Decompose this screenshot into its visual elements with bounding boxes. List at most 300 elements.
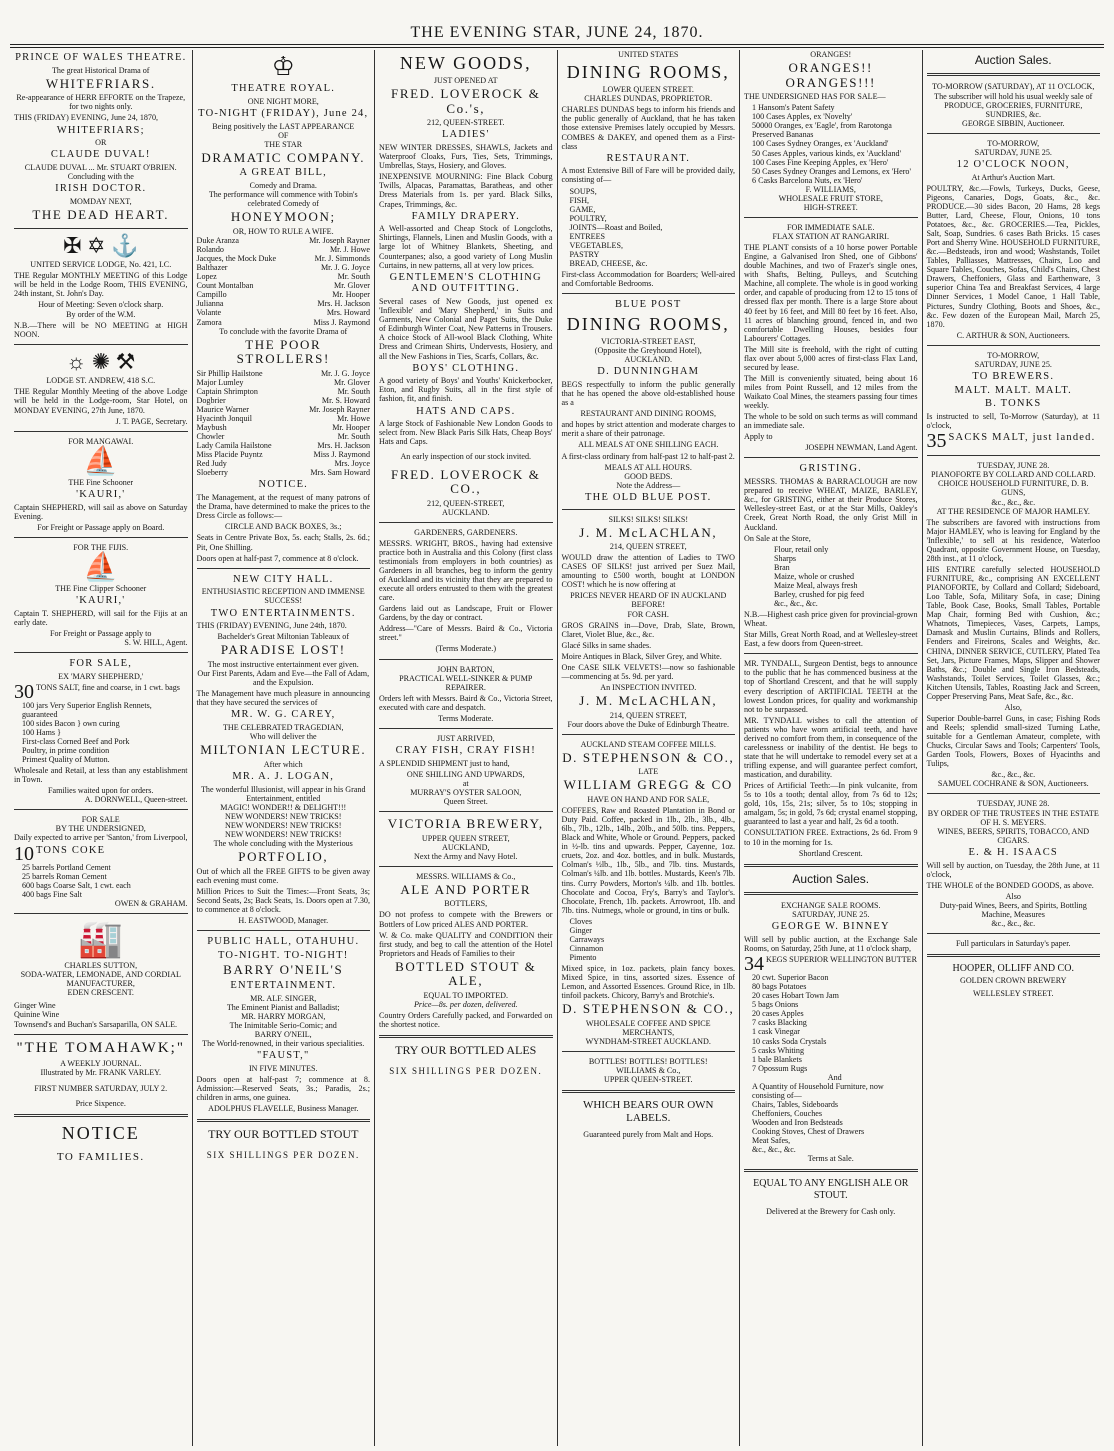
list-item: PASTRY	[569, 249, 600, 259]
ad-text: FOR CASH.	[627, 609, 669, 619]
ad-heading: BOYS' CLOTHING.	[412, 362, 520, 374]
ad-text: BARRY O'NEIL,	[254, 1029, 312, 1039]
ad-text: After which	[263, 759, 303, 769]
cast-role: Duke Aranza	[196, 235, 239, 245]
ad-heading: ALE AND PORTER	[400, 881, 532, 897]
cast-row	[197, 459, 371, 468]
ad-heading: MR. A. J. LOGAN,	[232, 770, 335, 782]
drop-number: 30	[14, 680, 34, 703]
divider	[744, 892, 918, 895]
cast-row	[197, 396, 371, 405]
cast-row	[197, 245, 371, 254]
list-item: Cooking Stoves, Chest of Drawers	[752, 1127, 865, 1137]
list-item: Cheffoniers, Couches	[752, 1109, 822, 1119]
ad-text: Queen Street.	[443, 796, 488, 806]
ad-heading: LADIES'	[441, 129, 490, 141]
list-item: 5 bags Onions	[752, 1000, 799, 1010]
list-item: Ginger Wine	[14, 1001, 56, 1011]
ad-text: FIRST NUMBER SATURDAY, JULY 2.	[34, 1083, 168, 1093]
list-item: And	[827, 1072, 842, 1082]
column-2	[193, 50, 376, 1446]
cast-actor: Mr. Joseph Rayner	[309, 404, 370, 414]
ad-text: EX 'MARY SHEPHERD,'	[58, 671, 144, 681]
masthead-rule	[10, 44, 1104, 45]
list-item: 7 casks Blacking	[752, 1018, 807, 1028]
ad-text: OR	[95, 138, 107, 148]
ad-text: ONE NIGHT MORE,	[247, 96, 319, 106]
newspaper-title: THE EVENING STAR, JUNE 24, 1870.	[410, 24, 704, 41]
ad-text: VICTORIA-STREET EAST,	[601, 337, 696, 347]
cast-role: Lady Camila Hailstone	[196, 441, 272, 451]
ad-heading: TO-NIGHT. TO-NIGHT!	[217, 949, 349, 961]
ad-text: One CASE SILK VELVETS!—now so fashionable—commencing at 5s. 9d. per yard.	[561, 662, 735, 681]
divider	[927, 73, 1101, 76]
list-item: 20 cases Hobart Town Jam	[752, 991, 839, 1001]
list-item: Bran	[774, 562, 790, 572]
masthead-rule-2	[10, 47, 1104, 48]
ad-text: 214, QUEEN STREET,	[609, 542, 687, 552]
cast-actor: Mr. South	[337, 386, 370, 396]
ad-heading: ENTERTAINMENT.	[230, 979, 337, 991]
list-item: Chairs, Tables, Sideboards	[752, 1099, 839, 1109]
list-item: Cloves	[569, 916, 592, 926]
list-item: Cinnamon	[569, 943, 604, 953]
ad-heading: FOR SALE	[81, 815, 120, 825]
list-item: 25 barrels Portland Cement	[22, 862, 111, 872]
sale-list	[22, 863, 188, 899]
ad-text: Terms at Sale.	[807, 1154, 854, 1164]
ad-heading: TRY OUR BOTTLED STOUT	[208, 1127, 359, 1142]
ad-text: The great Historical Drama of	[51, 65, 150, 75]
ad-text: The Eminent Pianist and Balladist;	[226, 1002, 340, 1012]
list-item: 50 Cases Apples, various kinds, ex 'Auckland'	[752, 148, 902, 158]
ad-text: Hour of Meeting: Seven o'clock sharp.	[38, 300, 164, 310]
ad-heading: SILKS! SILKS! SILKS!	[608, 514, 689, 524]
list-item: JOINTS—Roast and Boiled,	[569, 222, 663, 232]
cast-role: Captain Shrimpton	[196, 386, 258, 396]
ad-text: Four doors above the Duke of Edinburgh Theatre.	[567, 719, 730, 729]
divider	[562, 734, 736, 735]
ad-text: POULTRY, &c.—Fowls, Turkeys, Ducks, Geese, Pigeons, Canaries, Dogs, Goats, &c., &c. PRODUCE.—30 sides Bacon, 20 Hams, 28 kegs Butter, Lard, Cheese, Flour, Onions, 10 tons Potatoes, &c., &c. GROCERIES.—Tea, Pickles, Salt, Soap, Sundries. 6 cases Bath Bricks. 15 cases Port and Sherry Wine. HOUSEHOLD FURNITURE, &c.—Bedsteads, iron and wood; Washstands, Toilet Tables, Palliasses, Mattresses, Chairs, Loo and Square Tables, Couches, Sofas, Child's Chairs, Chest Drawers, Cheffoniers, Glass and Earthenware, 3 superior China Tea and Breakfast Services, 4 large Dinner Services, 1 Model Canoe, 1 Hall Table, Pictures, Sundry Clothing, Boots and Shoes, &c., &c. Few dozen of the European Mail, March 25, 1870.	[926, 183, 1100, 329]
column-5	[740, 50, 923, 1446]
cast-role: Sloeberry	[196, 468, 228, 478]
divider	[197, 1119, 371, 1122]
ad-text: N.B.—Highest cash price given for provincial-grown Wheat.	[744, 610, 918, 629]
cast-actor: Mr. Hooper	[332, 290, 370, 300]
ad-text: LATE	[638, 767, 659, 777]
ad-text: Wholesale and Retail, at less than any establishment in Town.	[14, 766, 188, 785]
ad-text: 212, QUEEN-STREET,	[427, 498, 505, 508]
ad-heading: D. DUNNINGHAM	[597, 366, 700, 378]
ad-text: A first-class ordinary from half-past 12 to half-past 2.	[561, 451, 735, 461]
ad-heading: BY ORDER OF THE TRUSTEES IN THE ESTATE OF H. S. MEYERS.	[927, 808, 1099, 827]
ad-text: A SPLENDID SHIPMENT just to hand,	[379, 758, 510, 768]
ad-heading: BLUE POST	[614, 299, 682, 311]
divider	[14, 228, 188, 229]
cast-role: Zamora	[196, 317, 222, 327]
divider	[927, 345, 1101, 346]
ad-heading: BOTTLES! BOTTLES! BOTTLES!	[588, 1057, 708, 1067]
ad-text: The Management have much pleasure in announcing that they have secured the services of	[196, 689, 370, 708]
list-item: 600 bags Coarse Salt, 1 cwt. each	[22, 880, 131, 890]
ad-text: Terms Moderate.	[438, 713, 494, 723]
list-item: 100 jars Very Superior English Rennets, guaranteed	[22, 700, 152, 719]
ad-text: Shortland Crescent.	[798, 848, 863, 858]
list-item: &c., &c., &c.	[752, 1145, 796, 1155]
section-heading: Auction Sales.	[974, 53, 1052, 67]
ad-heading: THE DEAD HEART.	[32, 207, 170, 223]
ad-text: TO-MORROW,	[987, 138, 1040, 148]
cast-row	[197, 263, 371, 272]
list-item: Pimento	[569, 953, 597, 962]
ad-text: A large Stock of Fashionable New London Goods to select from. New Black Paris Silk Hats, Cheap Boys' Hats and Caps.	[379, 419, 553, 447]
ad-text: &c., &c., &c.	[991, 918, 1036, 928]
ad-heading: A GREAT BILL,	[239, 167, 327, 179]
ad-text: Prices of Artificial Teeth:—In pink vulcanite, from 5s to 10s a tooth; dental alloy, from 7s 6d to 12s; gold, 10s, 15s, 21s; silver, 5s to 10s; stopping in amalgam, 5s; in gold, 7s 6d; crystal enamel stopping, guaranteed to last a year and half, 2s 6d a tooth.	[744, 781, 918, 827]
ad-heading: WINES, BEERS, SPIRITS, TOBACCO, AND CIGARS.	[937, 826, 1090, 845]
cast-row	[197, 254, 371, 263]
ad-text: THE Regular MONTHLY MEETING of this Lodge will be held in the Lodge Room, THIS EVENING, 24th instant, St. John's Day.	[14, 271, 188, 299]
ad-text: Seats in Centre Private Box, 5s. each; Stalls, 2s. 6d.; Pit, One Shilling.	[196, 533, 370, 552]
ad-text: OR, HOW TO RULE A WIFE.	[232, 226, 334, 236]
ad-heading: MESSRS. WILLIAMS & Co.,	[416, 871, 516, 881]
list-item: Sharps	[774, 553, 797, 563]
ad-text: OF	[278, 130, 289, 140]
ad-text: Orders left with Messrs. Baird & Co., Victoria Street, executed with care and despatch.	[379, 693, 553, 712]
list-item: Maize Meal, always fresh	[774, 580, 858, 590]
ad-heading: GENTLEMEN'S CLOTHING AND OUTFITTING.	[389, 271, 542, 295]
ad-heading: IRISH DOCTOR.	[55, 183, 147, 195]
ad-text: The performance will commence with Tobin's celebrated Comedy of	[208, 190, 358, 209]
ad-text: The most instructive entertainment ever given.	[207, 659, 359, 669]
ad-heading: GRISTING.	[799, 463, 862, 475]
ad-text: SIX SHILLINGS PER DOZEN.	[389, 1065, 543, 1076]
list-item: Preserved Bananas	[752, 130, 814, 140]
ad-text: Will sell by auction, on Tuesday, the 28th June, at 11 o'clock,	[926, 860, 1100, 879]
ad-text: NEW WINTER DRESSES, SHAWLS, Jackets and Waterproof Cloaks, Furs, Ties, Sets, Trimmings, Umbrellas, Stays, Hosiery, and Gloves.	[379, 143, 553, 171]
ad-text: MR. ALF. SINGER,	[250, 993, 317, 1003]
sale-list	[22, 701, 188, 764]
ad-heading: MALT. MALT. MALT.	[954, 384, 1073, 396]
cast-role: Count Montalban	[196, 281, 254, 291]
ad-text: W. & Co. make QUALITY and CONDITION their first study, and beg to call the attention of the Hotel Proprietors and Heads of Families to their	[379, 930, 553, 958]
ad-text: AUCKLAND,	[442, 842, 490, 852]
ad-heading: B. TONKS	[985, 398, 1042, 410]
list-item: Barley, crushed for pig feed	[774, 589, 865, 599]
ad-heading: WILLIAM GREGG & CO	[563, 777, 733, 793]
ad-signature: S. W. HILL, Agent.	[124, 637, 188, 647]
list-item: 20 cwt. Superior Bacon	[752, 973, 829, 983]
ad-text: Superior Double-barrel Guns, in case; Fishing Rods and Reels; splendid small-sized Turning Lathe, suitable for a Gentleman Amateur, complete, with Chucks, Circular Saws and Tools; Carpenters' Tools, Garden Tools, Flowers, Boxes of Hyacinths and Tulips,	[926, 713, 1100, 769]
ad-text: &c., &c., &c.	[991, 497, 1036, 507]
column-3	[375, 50, 558, 1446]
ad-text: EQUAL TO IMPORTED.	[423, 990, 509, 1000]
factory-illustration-icon: 🏭	[78, 918, 124, 959]
ad-signature: H. EASTWOOD, Manager.	[238, 915, 329, 925]
cast-list	[197, 236, 371, 327]
divider	[562, 1051, 736, 1052]
ad-text: Address—"Care of Messrs. Baird & Co., Victoria street."	[379, 624, 553, 643]
ad-heading: BOTTLED STOUT & ALE,	[395, 958, 537, 989]
divider	[197, 568, 371, 569]
ad-heading: CRAY FISH, CRAY FISH!	[395, 744, 536, 756]
ad-text: (Opposite the Greyhound Hotel),	[594, 346, 702, 356]
ad-text: THE Fine Schooner	[68, 477, 134, 487]
list-item: 400 bags Fine Salt	[22, 889, 83, 899]
ad-heading: BARRY O'NEIL'S	[223, 962, 344, 978]
ad-heading: THEATRE ROYAL.	[231, 83, 336, 95]
ad-text: An INSPECTION INVITED.	[600, 682, 697, 692]
cast-role: Jacques, the Mock Duke	[196, 254, 277, 264]
ad-text: Star Mills, Great North Road, and at Wellesley-street East, a few doors from Queen-street.	[744, 630, 918, 649]
list-item: A Quantity of Household Furniture, now consisting of—	[752, 1081, 884, 1100]
ad-text: At Arthur's Auction Mart.	[971, 172, 1055, 182]
cast-row	[197, 414, 371, 423]
ad-text: A WEEKLY JOURNAL.	[60, 1059, 142, 1069]
ad-heading: AT THE RESIDENCE OF MAJOR HAMLEY.	[936, 506, 1090, 516]
divider	[379, 659, 553, 660]
ad-text: The Mill site is freehold, with the right of cutting flax over about 5,000 acres of first-class Flax Land, secured by lease.	[744, 344, 918, 372]
ad-text: THIS (FRIDAY) EVENING, June 24, 1870,	[14, 113, 159, 123]
ad-text: Who will deliver the	[249, 732, 317, 742]
list-item: 1 Hansom's Patent Safety	[752, 103, 835, 113]
list-item: 1 bale Blankets	[752, 1054, 802, 1064]
ad-text: The Inimitable Serio-Comic; and	[229, 1020, 337, 1030]
cast-role: Hyacinth Jonquil	[196, 414, 253, 424]
ad-text: MR. TYNDALL, Surgeon Dentist, begs to announce to the public that he has commenced business at the top of Shortland Crescent, and that he will supply every description of ARTIFICIAL TEETH at the lowest London prices, for quality and workmanship not to be surpassed.	[744, 659, 918, 714]
list-item: 25 barrels Roman Cement	[22, 871, 107, 881]
list-item: 7 Opossum Rugs	[752, 1063, 808, 1073]
ad-heading: NEW CITY HALL.	[233, 573, 334, 585]
ad-heading: EXCHANGE SALE ROOMS.	[780, 901, 881, 911]
ad-text: N.B.—There will be NO MEETING at HIGH NOON.	[14, 320, 188, 339]
list-item: 5 casks Whiting	[752, 1045, 805, 1055]
grist-list	[774, 545, 918, 608]
ad-text: ENTHUSIASTIC RECEPTION AND IMMENSE SUCCESS!	[201, 587, 365, 606]
divider	[562, 1090, 736, 1093]
list-item: 50000 Oranges, ex 'Eagle', from Rarotonga	[752, 121, 892, 131]
ad-text: TO-MORROW (SATURDAY), AT 11 O'CLOCK,	[932, 82, 1095, 92]
ad-heading: CHARLES SUTTON,	[64, 961, 138, 971]
ad-text: MURRAY'S OYSTER SALOON,	[410, 787, 522, 797]
ad-heading: MR. W. G. CAREY,	[231, 709, 336, 721]
list-item: Wooden and Iron Bedsteads	[752, 1118, 843, 1128]
ad-text: HIS ENTIRE carefully selected HOUSEHOLD FURNITURE, &c., comprising AN EXCELLENT PIANOFORTE, by Collard and Collard; Sideboard, Loo Table, Sofa, Military Sofa, in case; Dining Table, Book Case, Books, Small Tables, Portable Map Chair, forming Bed with Cushion, &c.; Whatnots, Timepieces, Vases, Carpets, Lamps, Damask and Muslin Curtains, Blinds and Rollers, Fenders and Fireirons, Scales and Weights, &c. CHINA, DINNER SERVICE, CUTLERY, Plated Tea Set, Jars, Picture Frames, Maps, Slipper and Shower Baths, &c.; Double and Single Iron Bedsteads, Washstands, Toilet Services, Toilet Glasses, &c.; Kitchen Utensils, Tables, Roasting Jack and Screen, Copper Preserving Pans, Meat Safe, &c., &c.	[926, 564, 1100, 701]
list-item: ENTREES	[569, 231, 606, 241]
ad-heading: PORTFOLIO,	[238, 848, 329, 864]
drop-number: 35	[926, 430, 947, 453]
ad-heading: WHICH BEARS OUR OWN LABELS.	[583, 1099, 714, 1124]
ad-text: Daily expected to arrive per 'Santon,' from Liverpool,	[14, 833, 188, 843]
cast-actor: Mrs. H. Jackson	[317, 441, 370, 451]
ad-text: and hopes by strict attention and moderate charges to merit a share of their patronage.	[561, 420, 735, 439]
ad-text: Million Prices to Suit the Times:—Front Seats, 3s; Second Seats, 2s; Back Seats, 1s. Doors open at 7.30, to commence at 8 o'clock.	[196, 886, 370, 914]
cast-row	[197, 405, 371, 414]
ad-heading: PRINCE OF WALES THEATRE.	[15, 52, 187, 63]
divider	[744, 864, 918, 867]
ad-text: SATURDAY, JUNE 25.	[974, 359, 1052, 369]
cast-row	[197, 450, 371, 459]
ad-text: NEW WONDERS! NEW TRICKS!	[224, 829, 342, 839]
ad-text: THE STAR	[264, 139, 303, 149]
ad-text: Glacé Silks in same shades.	[561, 640, 652, 650]
list-item: 50 Cases Sydney Oranges and Lemons, ex 'Hero'	[752, 166, 911, 176]
ad-text: NEW WONDERS! NEW TRICKS!	[224, 811, 342, 821]
ad-heading: FOR IMMEDIATE SALE.	[787, 222, 875, 232]
ad-heading: HATS AND CAPS.	[416, 405, 516, 417]
ad-text: IN FIVE MINUTES.	[248, 1063, 318, 1073]
ad-heading: DRAMATIC COMPANY.	[201, 149, 366, 165]
ad-text: SIX SHILLINGS PER DOZEN.	[206, 1149, 360, 1160]
ad-heading: HAVE ON HAND AND FOR SALE,	[587, 794, 710, 804]
ad-text: Comedy and Drama.	[249, 181, 317, 191]
drop-number: 34	[744, 953, 764, 976]
column-4	[558, 50, 741, 1446]
ad-text: UNITED STATES	[618, 50, 679, 59]
ad-heading: PRACTICAL WELL-SINKER & PUMP REPAIRER.	[399, 673, 533, 692]
list-item: Primest Quality of Mutton.	[22, 755, 110, 765]
ad-text: To conclude with the favorite Drama of	[219, 326, 348, 336]
ad-text: WHOLESALE COFFEE AND SPICE MERCHANTS,	[585, 1018, 711, 1037]
ad-text: EDEN CRESCENT.	[67, 988, 134, 998]
ad-heading: NEW GOODS,	[399, 53, 532, 73]
ad-text: A most Extensive Bill of Fare will be provided daily, consisting of—	[561, 166, 735, 185]
ad-heading: WHITEFRIARS.	[45, 75, 156, 91]
divider	[379, 522, 553, 523]
ad-text: Out of which all the FREE GIFTS to be given away each evening must come.	[196, 866, 370, 885]
ad-text: THIS (FRIDAY) EVENING, June 24th, 1870.	[196, 621, 347, 631]
divider	[562, 293, 736, 294]
divider	[927, 933, 1101, 934]
list-item: First-class Corned Beef and Pork	[22, 736, 130, 746]
ad-heading: SODA-WATER, LEMONADE, AND CORDIAL MANUFACTURER,	[20, 970, 181, 989]
cast-list	[197, 369, 371, 478]
cast-row	[197, 468, 371, 477]
ad-text: An early inspection of our stock invited.	[400, 452, 532, 462]
divider	[744, 457, 918, 458]
ad-heading: NOTICE.	[258, 479, 309, 491]
list-item: 1 cask Vinegar	[752, 1027, 800, 1037]
ad-text: SATURDAY, JUNE 25.	[974, 147, 1052, 157]
ad-text: A Well-assorted and Cheap Stock of Longcloths, Shirtings, Flannels, Linen and Muslin Goods, with a large lot of Whitney Blankets, Sheeting, and Counterpanes; also, a good variety of Long Muslin Curtains, in new patterns, all at very low prices.	[379, 224, 553, 270]
sutton-list	[14, 1001, 188, 1028]
ad-text: THE WHOLE of the BONDED GOODS, as above.	[926, 880, 1094, 890]
ad-heading: KEGS SUPERIOR WELLINGTON BUTTER	[766, 955, 918, 965]
cast-row	[197, 423, 371, 432]
ad-text: Also	[1005, 891, 1021, 901]
ad-text: Duty-paid Wines, Beers, and Spirits, Bottling Machine, Measures	[939, 900, 1087, 919]
newspaper-columns	[10, 50, 1104, 1446]
ad-text: MESSRS. WRIGHT, BROS., having had extensive practice both in Australia and this Colony (first class testimonials from employers in both countries) as Gardeners in all branches, beg to inform the gentry of Auckland and its vicinity that they are prepared to execute all orders entrusted to them with the greatest care.	[379, 538, 553, 603]
ad-heading: UNITED SERVICE LODGE, No. 421, I.C.	[30, 260, 172, 270]
ad-text: THE Fine Clipper Schooner	[55, 583, 147, 593]
ad-text: BY THE UNDERSIGNED,	[55, 824, 146, 834]
cast-actor: Mr. Howe	[337, 414, 370, 424]
ad-heading: "THE TOMAHAWK;"	[16, 1039, 185, 1056]
ad-text: The World-renowned, in their various specialities.	[202, 1038, 365, 1048]
ad-heading: 'KAURI,'	[76, 488, 126, 500]
ad-heading: AUCKLAND STEAM COFFEE MILLS.	[580, 739, 716, 749]
ship-icon: ⛵	[83, 551, 119, 583]
ad-heading: CLAUDE DUVAL!	[50, 149, 151, 161]
divider	[14, 1114, 188, 1117]
divider	[379, 1035, 553, 1038]
list-item: Flour, retail only	[774, 544, 829, 554]
ad-text: Gardens laid out as Landscape, Fruit or Flower Gardens, by the day or contract.	[379, 604, 553, 623]
ad-text: Country Orders Carefully packed, and Forwarded on the shortest notice.	[379, 1010, 553, 1030]
divider	[927, 133, 1101, 134]
ad-text: Several cases of New Goods, just opened ex 'Inflexible' and 'Mary Shepherd,' in Suits and Garments, New Colonial and Paget Suits, the Duke of Edinburgh Winter Coat, New Patterns in Trousers. A choice Stock of All-wool Black Clothing, White Dress and Crimean Shirts, Undervests, Hosiery, and all the New Fashions in Ties, Scarfs, Collars, &c.	[379, 297, 553, 361]
ad-text: WHOLESALE FRUIT STORE,	[778, 193, 883, 203]
divider	[14, 431, 188, 432]
divider	[744, 653, 918, 654]
ad-heading: MEALS AT ALL HOURS.	[604, 462, 692, 472]
ad-signature: ADOLPHUS FLAVELLE, Business Manager.	[208, 1104, 359, 1114]
cast-role: Lopez	[196, 272, 217, 282]
divider	[14, 913, 188, 914]
cast-role: Miss Placide Puyntz	[196, 450, 263, 460]
ad-text: WILLIAMS & Co.,	[616, 1066, 681, 1076]
ad-heading: THE POOR STROLLERS!	[236, 336, 330, 367]
ad-text: NEW WONDERS! NEW TRICKS!	[224, 820, 342, 830]
divider	[197, 930, 371, 931]
ad-text: Illustrated by Mr. FRANK VARLEY.	[40, 1068, 161, 1078]
ad-text: LOWER QUEEN STREET.	[602, 85, 694, 95]
ad-heading: FOR MANGAWAI.	[68, 436, 134, 446]
ad-heading: FRED. LOVEROCK & CO.,	[391, 466, 541, 497]
divider	[744, 1169, 918, 1172]
ad-heading: VICTORIA BREWERY,	[387, 816, 544, 832]
ad-heading: PRICES NEVER HEARD OF IN AUCKLAND BEFORE!	[570, 591, 727, 610]
cast-row	[197, 318, 371, 327]
list-item: 80 bags Potatoes	[752, 982, 807, 992]
ad-text: UPPER QUEEN STREET,	[421, 833, 510, 843]
ad-text: For Freight or Passage apply on Board.	[37, 522, 165, 532]
list-item: &c., &c., &c.	[774, 599, 818, 609]
ad-heading: HONEYMOON;	[230, 209, 336, 225]
menu-list	[570, 187, 736, 269]
divider	[379, 866, 553, 867]
column-6	[923, 50, 1105, 1446]
ad-text: 214, QUEEN STREET,	[609, 710, 687, 720]
ad-signature: C. ARTHUR & SON, Auctioneers.	[956, 330, 1070, 340]
list-item: POULTRY,	[569, 213, 607, 223]
ad-heading: TO BREWERS.	[972, 370, 1055, 382]
ad-signature: SAMUEL COCHRANE & SON, Auctioneers.	[937, 779, 1089, 789]
ad-heading: PARADISE LOST!	[220, 642, 346, 658]
list-item: 100 Hams }	[22, 727, 61, 737]
ad-text: Will sell by public auction, at the Exchange Sale Rooms, on Saturday, 25th June, at 11 o'clock sharp,	[744, 934, 918, 954]
ad-signature: J. T. PAGE, Secretary.	[115, 416, 188, 426]
ad-heading: ORANGES!! ORANGES!!!	[785, 60, 876, 90]
ad-heading: D. STEPHENSON & CO.,	[562, 749, 735, 765]
ad-heading: FOR SALE,	[69, 657, 133, 669]
ad-text: UPPER QUEEN-STREET.	[604, 1075, 693, 1085]
ad-text: The whole concluding with the Mysterious	[213, 838, 353, 848]
list-item: 100 sides Bacon } own curing	[22, 718, 120, 728]
list-item: Poultry, in prime condition	[22, 745, 110, 755]
cast-row	[197, 290, 371, 299]
divider	[14, 344, 188, 345]
masonic-emblem-icon: ☼ ✺ ⚒	[66, 348, 136, 374]
ad-text: JUST ARRIVED,	[436, 733, 495, 743]
ad-text: A good variety of Boys' and Youths' Knickerbocker, Eton, and Rugby Suits, all in the first style of fashion, fit, and finish.	[379, 376, 553, 404]
ad-text: The subscribers are favored with instructions from Major HAMLEY, who is leaving for England by the 'Inflexible,' to sell at his residence, Waterloo Quadrant, opposite Government House, on Tuesday, 28th inst., at 11 o'clock,	[926, 517, 1100, 563]
ad-text: Is instructed to sell, To-Morrow (Saturday), at 11 o'clock,	[926, 412, 1100, 431]
ad-text: TO-MORROW,	[987, 350, 1040, 360]
ad-heading: TWO ENTERTAINMENTS.	[210, 607, 356, 619]
cast-role: Rolando	[196, 245, 224, 255]
